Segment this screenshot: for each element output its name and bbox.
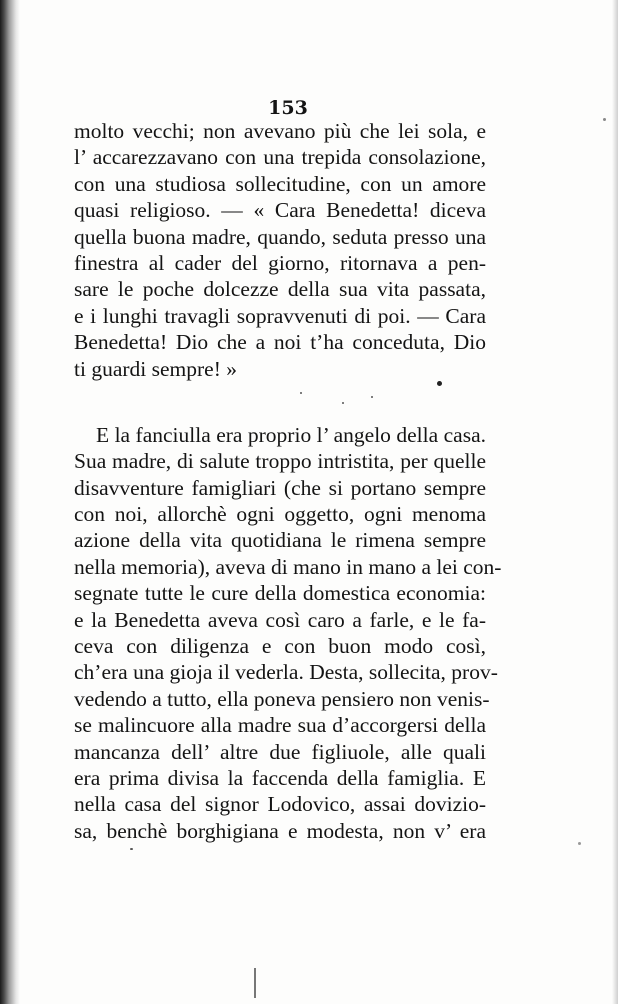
text-line: E la fanciulla era proprio l’ angelo della casa. <box>96 422 486 447</box>
scan-speck <box>130 848 133 850</box>
text-line: e la Benedetta aveva così caro a farle, e le fa- <box>74 607 486 632</box>
text-line: se malincuore alla madre sua d’accorgersi della <box>74 713 486 738</box>
text-line: con una studiosa sollecitudine, con un amore <box>74 171 486 196</box>
text-line: disavventure famigliari (che si portano sempre <box>74 475 486 500</box>
scan-speck <box>437 381 442 386</box>
text-line: sare le poche dolcezze della sua vita passata, <box>74 277 486 302</box>
text-line: l’ accarezzavano con una trepida consolazione, <box>74 145 486 170</box>
page-number: 153 <box>268 97 308 119</box>
scan-speck <box>342 402 344 404</box>
text-line: Benedetta! Dio che a noi t’ha conceduta, Dio <box>74 330 486 355</box>
page-binding-shadow <box>0 0 20 1004</box>
text-line: era prima divisa la faccenda della famiglia. E <box>74 765 486 790</box>
text-line: quella buona madre, quando, seduta presso una <box>74 224 486 249</box>
paragraph-1 <box>74 118 486 382</box>
text-line: azione della vita quotidiana le rimena sempre <box>74 528 486 553</box>
text-line: vedendo a tutto, ella poneva pensiero non venis- <box>74 686 490 711</box>
text-line: molto vecchi; non avevano più che lei sola, e <box>74 119 486 143</box>
text-line: nella memoria), aveva di mano in mano a lei con- <box>74 554 502 579</box>
margin-mark <box>254 968 256 998</box>
paragraph-2 <box>74 422 502 844</box>
text-line: mancanza dell’ altre due figliuole, alle quali <box>74 739 486 764</box>
scan-speck <box>578 842 581 845</box>
text-line: ceva con diligenza e con buon modo così, <box>74 634 486 659</box>
page-edge-shadow <box>612 0 618 1004</box>
scan-speck <box>603 118 606 121</box>
scan-speck <box>371 396 373 398</box>
text-line: sa, benchè borghigiana e modesta, non v’ era <box>74 818 486 843</box>
text-line: segnate tutte le cure della domestica economia: <box>74 581 486 606</box>
text-line: nella casa del signor Lodovico, assai dovizio- <box>74 792 486 817</box>
text-line: e i lunghi travagli sopravvenuti di poi. — Cara <box>74 303 486 328</box>
text-line: finestra al cader del giorno, ritornava a pen- <box>74 250 486 275</box>
body-text <box>74 118 502 844</box>
text-line: con noi, allorchè ogni oggetto, ogni menoma <box>74 502 486 527</box>
text-line: ch’era una gioja il vederla. Desta, sollecita, prov- <box>74 660 498 685</box>
scan-speck <box>300 392 302 394</box>
text-line: ti guardi sempre! » <box>74 356 237 381</box>
text-line: quasi religioso. — « Cara Benedetta! diceva <box>74 198 486 223</box>
text-line: Sua madre, di salute troppo intristita, per quelle <box>74 449 486 474</box>
paragraph-gap <box>74 382 486 422</box>
